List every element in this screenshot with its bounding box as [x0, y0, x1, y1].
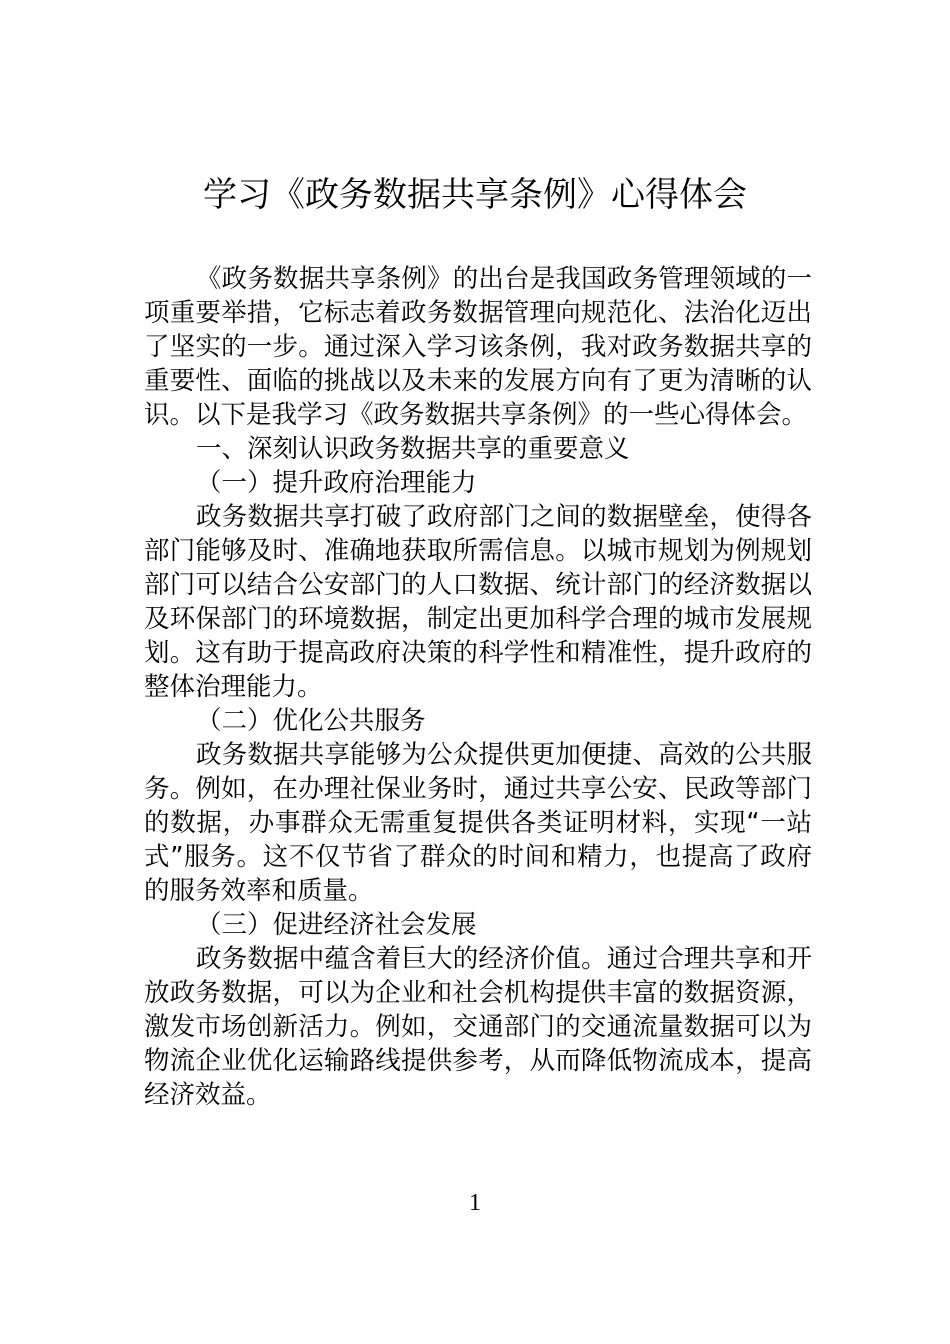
subsection-heading-3: （三）促进经济社会发展 — [196, 910, 477, 940]
page-number: 1 — [469, 1190, 481, 1216]
subsection-heading-2: （二）优化公共服务 — [196, 706, 426, 736]
document-body — [144, 262, 812, 1112]
document-title: 学习《政务数据共享条例》心得体会 — [203, 175, 747, 215]
subsection-paragraph-2: 政务数据共享能够为公众提供更加便捷、高效的公共服务。例如，在办理社保业务时，通过共享公安、民政等部门的数据，办事群众无需重复提供各类证明材料，实现“一站式”服务。这不仅节省了群众的时间和精力，也提高了政府的服务效率和质量。 — [144, 740, 812, 906]
subsection-heading-1: （一）提升政府治理能力 — [196, 468, 477, 498]
subsection-paragraph-1: 政务数据共享打破了政府部门之间的数据壁垒，使得各部门能够及时、准确地获取所需信息。以城市规划为例规划部门可以结合公安部门的人口数据、统计部门的经济数据以及环保部门的环境数据，制定出更加科学合理的城市发展规划。这有助于提高政府决策的科学性和精准性，提升政府的整体治理能力。 — [144, 502, 812, 702]
subsection-paragraph-3: 政务数据中蕴含着巨大的经济价值。通过合理共享和开放政务数据，可以为企业和社会机构提供丰富的数据资源，激发市场创新活力。例如，交通部门的交通流量数据可以为物流企业优化运输路线提供参考，从而降低物流成本，提高经济效益。 — [144, 944, 812, 1110]
intro-paragraph: 《政务数据共享条例》的出台是我国政务管理领域的一项重要举措，它标志着政务数据管理向规范化、法治化迈出了坚实的一步。通过深入学习该条例，我对政务数据共享的重要性、面临的挑战以及未来的发展方向有了更为清晰的认识。以下是我学习《政务数据共享条例》的一些心得体会。 — [144, 264, 812, 430]
section-heading-1: 一、深刻认识政务数据共享的重要意义 — [196, 434, 630, 464]
